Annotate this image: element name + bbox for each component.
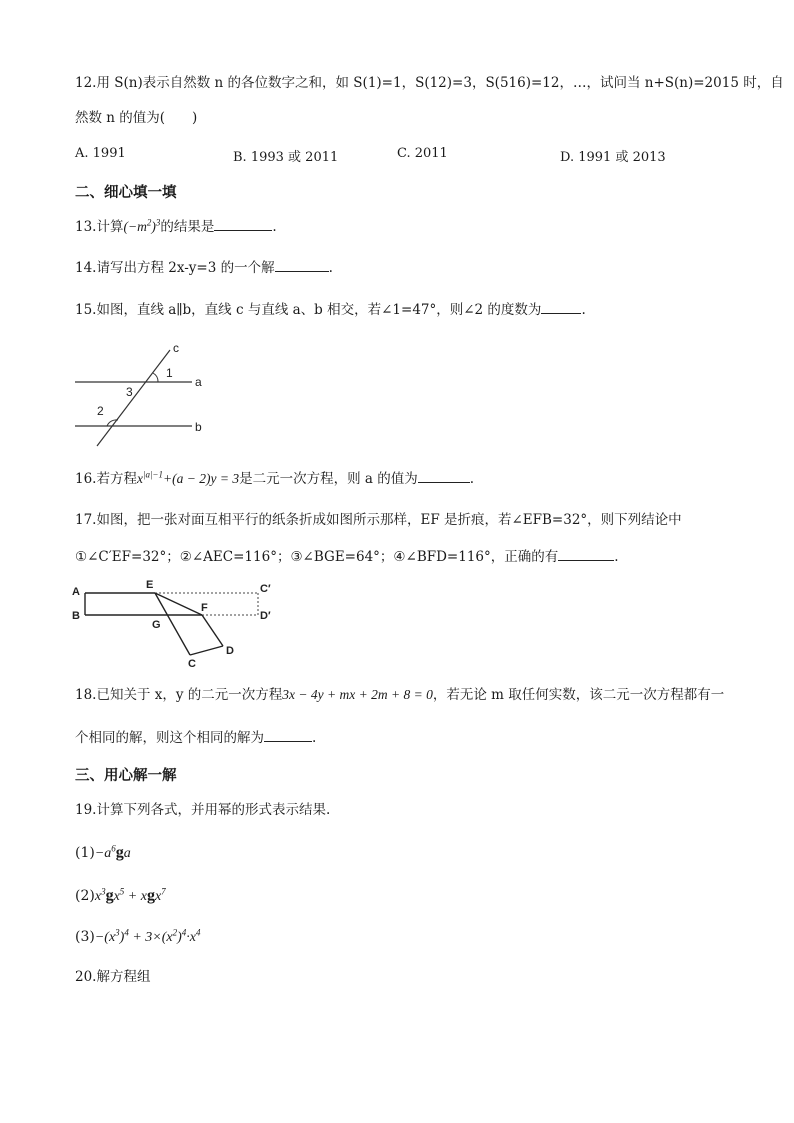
q14-text: 14.请写出方程 2x-y=3 的一个解 xyxy=(75,260,275,276)
label-a: a xyxy=(195,375,202,389)
q12-line2: 然数 n 的值为( ) xyxy=(75,110,198,126)
folded-edge-cd xyxy=(190,646,223,655)
label-c: c xyxy=(173,341,179,355)
q18-prefix: 18.已知关于 x，y 的二元一次方程 xyxy=(75,687,283,703)
q18-text: 个相同的解，则这个相同的解为 xyxy=(75,730,264,746)
q12-option-d: D. 1991 或 2013 xyxy=(560,150,666,165)
q16: 16.若方程$x^{|a|-1}+(a - 2)y = 3$是二元一次方程，则 a 的值为 . xyxy=(75,469,475,487)
q13-answer-blank[interactable] xyxy=(214,218,272,231)
q14-answer-blank[interactable] xyxy=(275,259,329,272)
q13: 13.计算$(-m^2)^3$的结果是 . xyxy=(75,217,277,235)
q13-expression: $(-m^2)^3$ xyxy=(123,217,161,234)
q17-line1: 17.如图，把一张对面互相平行的纸条折成如图所示那样，EF 是折痕，若∠EFB=32°，则下列结论中 xyxy=(75,512,682,528)
q18-equation: 3x − 4y + mx + 2m + 8 = 0 xyxy=(282,687,433,702)
label-angle-1: 1 xyxy=(166,366,173,380)
angle-1-arc xyxy=(153,373,158,382)
q18-answer-blank[interactable] xyxy=(264,729,312,742)
label-D: D xyxy=(226,645,234,657)
q17-statements: ①∠C′EF=32°；②∠AEC=116°；③∠BGE=64°；④∠BFD=116°，正确的有 xyxy=(75,549,559,565)
q17-line2: ①∠C′EF=32°；②∠AEC=116°；③∠BGE=64°；④∠BFD=116°，正确的有 . xyxy=(75,549,619,565)
q13-suffix: 的结果是 xyxy=(160,219,215,235)
q15-text: 15.如图，直线 a∥b，直线 c 与直线 a、b 相交，若∠1=47°，则∠2 的度数为 xyxy=(75,302,542,318)
label-b: b xyxy=(195,420,202,434)
section-heading-solve: 三、用心解一解 xyxy=(75,768,177,784)
label-E: E xyxy=(146,579,154,591)
q12-line1: 12.用 S(n)表示自然数 n 的各位数字之和，如 S(1)=1，S(12)=3，S(516)=12，…，试问当 n+S(n)=2015 时，自 xyxy=(75,75,784,91)
q16-suffix: 是二元一次方程，则 a 的值为 xyxy=(239,471,418,487)
q13-prefix: 13.计算 xyxy=(75,219,124,235)
label-C-prime: C′ xyxy=(260,583,271,595)
q12-option-a: A. 1991 xyxy=(75,146,126,161)
q16-prefix: 16.若方程 xyxy=(75,471,137,487)
q18-suffix: ，若无论 m 取任何实数，该二元一次方程都有一 xyxy=(432,687,725,703)
label-angle-2: 2 xyxy=(97,404,104,418)
label-F: F xyxy=(201,602,208,614)
label-B: B xyxy=(72,610,80,622)
section-heading-fill-in: 二、细心填一填 xyxy=(75,185,177,201)
q15: 15.如图，直线 a∥b，直线 c 与直线 a、b 相交，若∠1=47°，则∠2 的度数为 . xyxy=(75,302,586,318)
q16-equation: $x^{|a|-1}+(a - 2)y = 3$ xyxy=(136,469,240,486)
label-C: C xyxy=(188,658,196,670)
label-angle-3: 3 xyxy=(126,385,133,399)
q14: 14.请写出方程 2x-y=3 的一个解 . xyxy=(75,260,333,276)
q20-text: 20.解方程组 xyxy=(75,969,151,985)
q19-text: 19.计算下列各式，并用幂的形式表示结果. xyxy=(75,802,331,818)
label-D-prime: D′ xyxy=(260,610,271,622)
q19-part3: $(3)-(x^3)^4 + 3\times(x^2)^4\cdot x^4$ xyxy=(75,927,201,945)
line-c xyxy=(97,350,170,446)
q19-part1: $(1)-a^6ga$ xyxy=(75,843,131,861)
q16-answer-blank[interactable] xyxy=(418,470,470,483)
q18-line1 xyxy=(75,686,724,704)
crease-ef xyxy=(155,593,202,615)
q12-option-b: B. 1993 或 2011 xyxy=(233,150,339,165)
q19-part2: $(2)x^3gx^5 + xgx^7$ xyxy=(75,886,166,904)
folded-edge-fd xyxy=(202,615,223,646)
label-G: G xyxy=(152,619,161,631)
q18-line2: 个相同的解，则这个相同的解为 . xyxy=(75,730,317,746)
q12-option-c: C. 2011 xyxy=(397,146,448,161)
q17-answer-blank[interactable] xyxy=(558,548,614,561)
q15-parallel-lines-figure xyxy=(70,336,220,452)
q15-answer-blank[interactable] xyxy=(541,301,581,314)
label-A: A xyxy=(72,586,80,598)
q17-folded-strip-figure xyxy=(70,578,285,670)
